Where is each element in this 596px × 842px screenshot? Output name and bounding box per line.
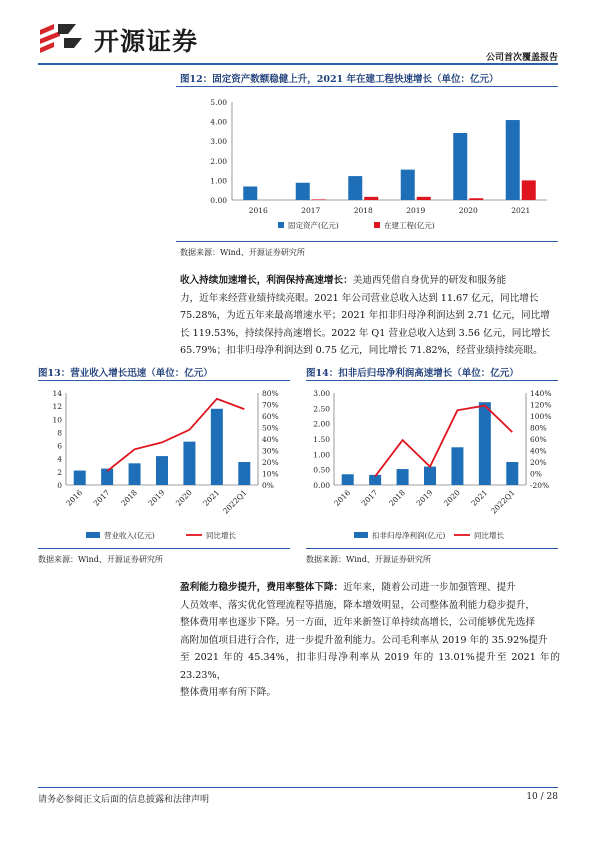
fig14-ytick-left-label: 2.50 [313,404,330,414]
fig13-xtick-label: 2016 [64,488,85,508]
fig13-ytick-left-label: 6 [57,441,62,451]
fig14-ytick-right-label: 120% [530,400,552,410]
para2-line-2: 整体费用率也逐步下降。另一方面，近年来新签订单持续高增长，公司能够优先选择 [180,617,535,628]
fig12-ytick-label: 3.00 [210,137,227,147]
para1-line-4: 65.79%；扣非归母净利润达到 0.75 亿元，同比增长 71.82%，经营业绩持续亮眼。 [180,345,543,356]
fig13-legend-swatch [86,532,100,538]
fig13-ytick-right-label: 30% [262,446,279,456]
fig14-xtick-label: 2016 [332,488,353,508]
fig12-bar-construction [364,197,378,200]
fig12-xtick-label: 2021 [511,206,531,215]
fig12-legend-label: 在建工程(亿元) [384,221,435,230]
fig14-ytick-left-label: 0.50 [313,465,330,475]
paragraph-revenue [180,272,560,360]
fig14-ytick-right-label: 80% [530,423,547,433]
fig13-xtick-label: 2021 [201,488,222,508]
fig13-ytick-left-label: 4 [57,454,62,464]
fig12-bar-fixed-assets [296,183,310,200]
paragraph-revenue-heading: 收入持续加速增长，利润保持高速增长： [180,275,353,286]
fig14-ytick-left-label: 0.00 [313,481,330,490]
fig13-xtick-label: 2019 [146,488,167,508]
fig12-xtick-label: 2016 [248,206,268,215]
fig14-xtick-label: 2019 [414,488,435,508]
header-rule [38,63,558,65]
fig12-xtick-label: 2017 [301,206,321,215]
fig13-ytick-left-label: 10 [52,415,62,425]
para2-line-3: 高附加值项目进行合作，进一步提升盈利能力。公司毛利率从 2019 年的 35.92%提升 [180,634,548,646]
logo-mark-icon [38,20,86,54]
fig13-bar [211,409,223,485]
logo-text: 开源证券 [94,27,199,56]
fig13-legend-label: 营业收入(亿元) [104,531,155,540]
fig12-bottom-rule [176,241,558,242]
fig13-ytick-right-label: 0% [262,481,274,490]
fig14-bar [342,474,354,485]
paragraph-profitability [180,579,560,702]
fig14-legend-swatch [354,532,368,538]
fig14-ytick-right-label: 40% [530,446,547,456]
fig12-ytick-label: 1.00 [210,176,227,186]
fig13-xtick-label: 2020 [173,488,194,508]
fig14-ytick-right-label: 20% [530,458,547,467]
fig13-title: 图13：营业收入增长迅速（单位：亿元） [38,368,213,379]
fig14-ytick-right-label: -20% [530,481,550,490]
fig13-bottom-rule [38,548,290,549]
fig12-ytick-label: 2.00 [210,156,227,166]
fig12-bar-fixed-assets [348,176,362,200]
fig12-title-rule [176,86,558,87]
paragraph-profitability-heading: 盈利能力稳步提升，费用率整体下降： [180,582,344,593]
fig12-bar-construction [469,198,483,200]
footer-disclaimer: 请务必参阅正文后面的信息披露和法律声明 [38,795,210,805]
fig14-ytick-left-label: 3.00 [313,389,330,398]
para2-line-0: 近年来，随着公司进一步加强管理、提升 [343,582,516,593]
fig14-xtick-label: 2021 [469,488,490,508]
fig12-xtick-label: 2018 [353,206,373,215]
fig13-ytick-right-label: 10% [262,469,279,479]
fig12-xtick-label: 2020 [458,206,478,215]
fig14-ytick-right-label: 0% [530,469,542,479]
fig13-ytick-left-label: 0 [57,481,62,490]
fig14-growth-line [375,406,512,477]
fig14-bar [506,462,518,485]
footer-rule [38,787,558,788]
fig13-ytick-right-label: 70% [262,400,279,410]
fig14-bar [451,447,463,485]
fig14-legend-label: 扣非归母净利润(亿元) [372,531,446,540]
para1-line-2: 75.28%，为近五年来最高增速水平；2021 年扣非归母净利润达到 2.71 亿元，同比增 [180,310,550,321]
fig14-xtick-label: 2020 [441,488,462,508]
page-number: 10 / 28 [526,792,558,802]
fig13-ytick-left-label: 8 [57,428,62,438]
fig12-chart [172,90,562,240]
fig13-ytick-right-label: 80% [262,389,279,398]
fig12-ytick-label: 5.00 [210,98,227,107]
fig13-bar [183,442,195,485]
fig14-xtick-label: 2022Q1 [489,488,517,516]
fig14-bar [424,467,436,485]
fig13-ytick-left-label: 14 [52,389,62,398]
fig13-chart [36,383,292,548]
fig14-ytick-right-label: 140% [530,389,552,398]
fig12-legend-label: 固定资产(亿元) [288,221,339,230]
fig13-ytick-right-label: 20% [262,458,279,467]
fig14-xtick-label: 2018 [387,488,407,508]
fig13-bar [238,462,250,485]
brand-logo [38,20,238,56]
fig14-ytick-left-label: 1.00 [313,450,330,460]
fig13-ytick-right-label: 40% [262,435,279,444]
fig12-bar-construction [312,199,326,200]
fig13-xtick-label: 2022Q1 [221,488,249,516]
fig13-bar [129,463,141,485]
fig13-ytick-left-label: 2 [57,467,62,477]
fig13-ytick-left-label: 12 [52,402,62,412]
fig12-source: 数据来源：Wind、开源证券研究所 [180,248,305,257]
fig14-source: 数据来源：Wind、开源证券研究所 [306,555,431,564]
fig14-bottom-rule [306,548,558,549]
fig13-bar [74,471,86,485]
fig13-title-rule [38,380,290,381]
fig12-legend-swatch [278,222,284,228]
fig12-bar-fixed-assets [243,186,257,200]
fig12-bar-fixed-assets [401,170,415,200]
fig14-chart [304,383,560,548]
fig12-xtick-label: 2019 [406,206,426,215]
fig14-ytick-left-label: 1.50 [313,435,330,444]
fig12-ytick-label: 0.00 [210,196,227,205]
fig12-bar-fixed-assets [506,120,520,200]
fig14-bar [479,402,491,485]
fig12-bar-construction [417,197,431,200]
para2-line-5: 整体费用率有所下降。 [180,687,276,698]
fig13-xtick-label: 2017 [91,488,112,508]
para1-line-0: 美迪西凭借自身优异的研发和服务能 [352,275,507,286]
fig13-bar [156,456,168,485]
fig13-growth-line [107,399,244,471]
fig12-ytick-label: 4.00 [210,117,227,127]
fig12-bar-fixed-assets [453,133,467,200]
fig13-xtick-label: 2018 [119,488,139,508]
report-type: 公司首次覆盖报告 [485,53,558,63]
fig13-ytick-right-label: 60% [262,412,279,421]
fig13-source: 数据来源：Wind、开源证券研究所 [38,555,163,564]
para2-line-1: 人员效率、落实优化管理流程等措施，降本增效明显，公司整体盈利能力稳步提升， [180,599,535,611]
fig14-xtick-label: 2017 [359,488,380,508]
fig12-bar-construction [522,180,536,200]
fig13-legend-label: 同比增长 [206,531,236,540]
para1-line-3: 长 119.53%，持续保持高速增长。2022 年 Q1 营业总收入达到 3.56 亿元，同比增长 [180,327,551,339]
fig13-ytick-right-label: 50% [262,423,279,433]
fig14-ytick-right-label: 60% [530,435,547,444]
fig14-ytick-left-label: 2.00 [313,419,330,429]
fig12-legend-swatch [374,222,380,228]
fig14-legend-label: 同比增长 [474,531,504,540]
fig14-title-rule [306,380,558,381]
para2-line-4: 至 2021 年的 45.34%，扣非归母净利率从 2019 年的 13.01%提升至 2021 年的 23.23%， [180,652,560,681]
fig14-title: 图14：扣非后归母净利润高速增长（单位：亿元） [306,368,519,379]
fig12-title: 图12：固定资产数额稳健上升，2021 年在建工程快速增长（单位：亿元） [180,74,499,85]
fig14-bar [397,469,409,485]
para1-line-1: 力，近年来经营业绩持续亮眼。2021 年公司营业总收入达到 11.67 亿元，同比增长 [180,292,539,304]
fig14-ytick-right-label: 100% [530,412,552,421]
